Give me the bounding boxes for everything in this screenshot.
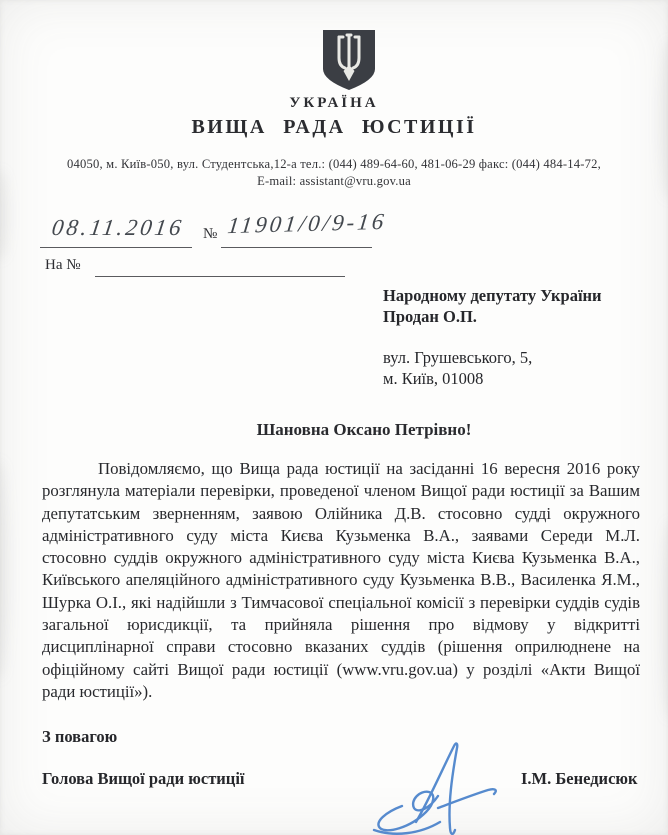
recipient-name: Продан О.П. [383,307,477,326]
recipient-title: Народному депутату України [383,286,602,305]
letterhead-address-line2: E-mail: assistant@vru.gov.ua [257,174,411,188]
letterhead-address-line1: 04050, м. Київ-050, вул. Студентська,12-а тел.: (044) 489-64-60, 481-06-29 факс: (044) 484-14-72, [66,157,602,171]
recipient-street: вул. Грушевського, 5, [383,348,533,367]
ukraine-trident-emblem-icon [320,27,378,93]
number-underline [221,247,372,248]
scan-smudge [0,460,8,680]
reply-number-underline [95,276,345,277]
signer-position: Голова Вищої ради юстиції [42,769,245,788]
outgoing-date-handwritten: 08.11.2016 [50,215,186,240]
reply-to-number-label: На № [45,257,81,273]
letterhead-country: УКРАЇНА [289,95,379,111]
letterhead-organization: ВИЩА РАДА ЮСТИЦІЇ [191,116,477,138]
numero-sign: № [203,226,218,242]
handwritten-signature [368,740,518,835]
recipient-spacer [383,327,602,347]
letter-body-paragraph: Повідомляємо, що Вища рада юстиції на засіданні 16 вересня 2016 року розглянула матеріали перевірки, проведеної членом Вищої ради юстиції за Вашим депутатським зверненням, заявою Олійника Д.В. стосовно судді окружного адміністративного суду міста Києва Кузьменка В.А., заявами Середи М.Л. стосовно суддів окружного адміністративного суду міста Києва Кузьменка В.А., Київського апеляційного адміністративного суду Кузьменка В.В., Василенка Я.М., Шурка О.І., які надійшли з Тимчасової спеціальної комісії з перевірки суддів судів загальної юрисдикції, та прийняла рішення про відмову у відкритті дисциплінарної справи стосовно вказаних суддів (рішення оприлюднене на офіційному сайті Вищої ради юстиції (www.vru.gov.ua) у розділі «Акти Вищої ради юстиції»). [42,459,640,701]
signer-name: І.М. Бенедисюк [521,769,638,788]
scan-smudge [662,520,668,720]
salutation: Шановна Оксано Петрівно! [256,420,472,439]
outgoing-number-handwritten: 11901/0/9-16 [226,208,388,239]
recipient-city: м. Київ, 01008 [383,369,484,388]
date-underline [40,247,192,248]
recipient-block [383,285,602,389]
closing-regards: З повагою [42,727,118,746]
